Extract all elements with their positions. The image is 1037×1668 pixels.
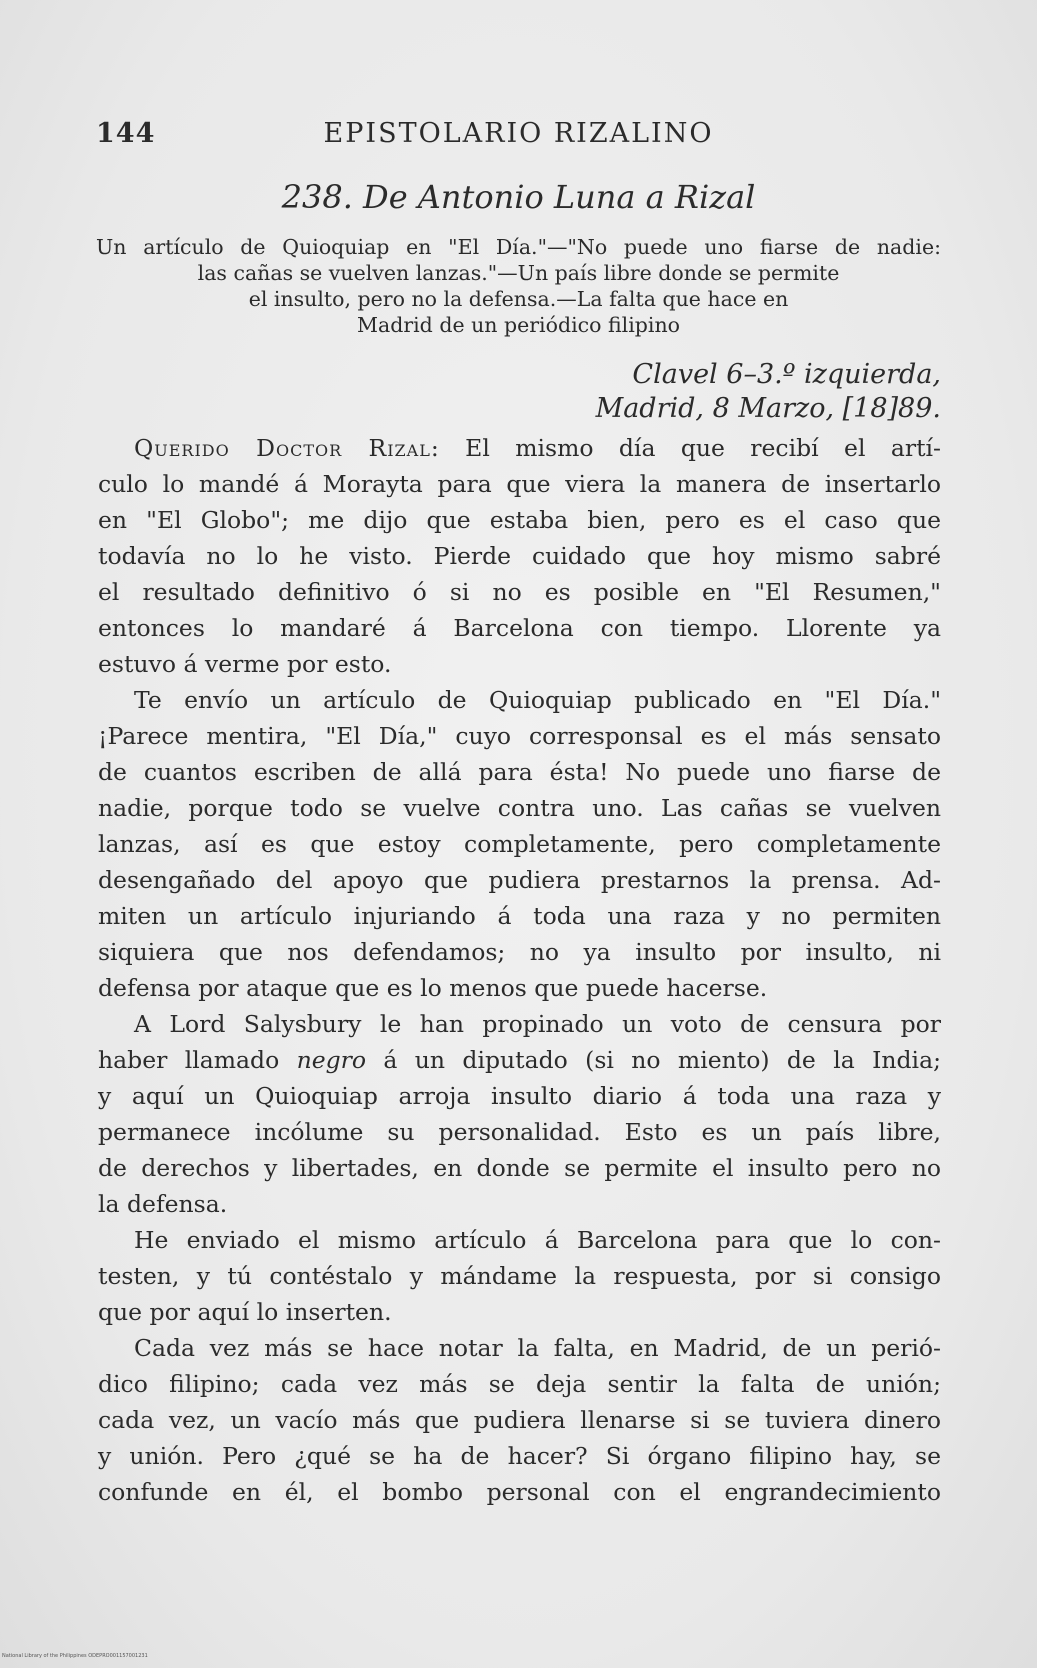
summary-line: Madrid de un periódico filipino (356, 313, 680, 337)
body-line: lanzas, así es que estoy completamente, pero completamente (98, 830, 941, 858)
body-line: nadie, porque todo se vuelve contra uno. Las cañas se vuelven (98, 794, 941, 822)
scan-footer: National Library of the Philippines ODEPRO001157001231 (2, 1653, 148, 1659)
body-line: cada vez, un vacío más que pudiera llenarse si se tuviera dinero (98, 1406, 941, 1434)
dateline-address: Clavel 6–3.º izquierda, (632, 359, 941, 390)
body-line (98, 430, 941, 466)
body-line: culo lo mandé á Morayta para que viera la manera de insertarlo (98, 470, 941, 498)
body-line: la defensa. (98, 1190, 228, 1218)
letter-body (98, 430, 941, 1510)
body-line: entonces lo mandaré á Barcelona con tiempo. Llorente ya (98, 614, 941, 642)
body-text: El mismo día que recibí el artí- (439, 434, 942, 462)
summary-line: Un artículo de Quioquiap en "El Día."—"No puede uno fiarse de nadie: (96, 235, 941, 259)
body-text: haber llamado (98, 1046, 297, 1074)
body-line: testen, y tú contéstalo y mándame la respuesta, por si consigo (98, 1262, 941, 1290)
body-line: todavía no lo he visto. Pierde cuidado que hoy mismo sabré (98, 542, 941, 570)
body-line: desengañado del apoyo que pudiera prestarnos la prensa. Ad- (98, 866, 941, 894)
body-line: Te envío un artículo de Quioquiap publicado en "El Día." (134, 686, 941, 714)
body-line: He enviado el mismo artículo á Barcelona para que lo con- (134, 1226, 941, 1254)
body-line: dico filipino; cada vez más se deja sentir la falta de unión; (98, 1370, 941, 1398)
body-line: estuvo á verme por esto. (98, 650, 392, 678)
running-head: EPISTOLARIO RIZALINO (323, 118, 714, 149)
emphasized-word: negro (296, 1046, 367, 1074)
letter-title: 238. De Antonio Luna a Rizal (281, 178, 756, 216)
body-line (98, 1042, 941, 1078)
body-line: y unión. Pero ¿qué se ha de hacer? Si órgano filipino hay, se (98, 1442, 941, 1470)
body-line: de derechos y libertades, en donde se permite el insulto pero no (98, 1154, 941, 1182)
body-line: permanece incólume su personalidad. Esto es un país libre, (98, 1118, 941, 1146)
body-line: Cada vez más se hace notar la falta, en Madrid, de un perió- (134, 1334, 941, 1362)
body-line: el resultado definitivo ó si no es posible en "El Resumen," (98, 578, 941, 606)
body-line: siquiera que nos defendamos; no ya insulto por insulto, ni (98, 938, 941, 966)
body-line: en "El Globo"; me dijo que estaba bien, pero es el caso que (98, 506, 941, 534)
salutation: Querido Doctor Rizal: (134, 434, 440, 462)
summary-line: las cañas se vuelven lanzas."—Un país libre donde se permite (197, 261, 840, 285)
summary-line: el insulto, pero no la defensa.—La falta que hace en (248, 287, 789, 311)
body-line: defensa por ataque que es lo menos que puede hacerse. (98, 974, 768, 1002)
body-text: á un diputado (si no miento) de la India; (366, 1046, 941, 1074)
body-line: y aquí un Quioquiap arroja insulto diario á toda una raza y (98, 1082, 941, 1110)
body-line: ¡Parece mentira, "El Día," cuyo corresponsal es el más sensato (98, 722, 941, 750)
body-line: de cuantos escriben de allá para ésta! No puede uno fiarse de (98, 758, 941, 786)
body-line: A Lord Salysbury le han propinado un voto de censura por (134, 1010, 941, 1038)
page-header (96, 118, 941, 158)
body-line: confunde en él, el bombo personal con el engrandecimiento (98, 1478, 941, 1506)
body-line: miten un artículo injuriando á toda una raza y no permiten (98, 902, 941, 930)
letter-summary (96, 234, 941, 338)
dateline (596, 358, 941, 426)
body-line: que por aquí lo inserten. (98, 1298, 392, 1326)
page-number: 144 (96, 118, 156, 149)
dateline-date: Madrid, 8 Marzo, [18]89. (595, 393, 941, 424)
